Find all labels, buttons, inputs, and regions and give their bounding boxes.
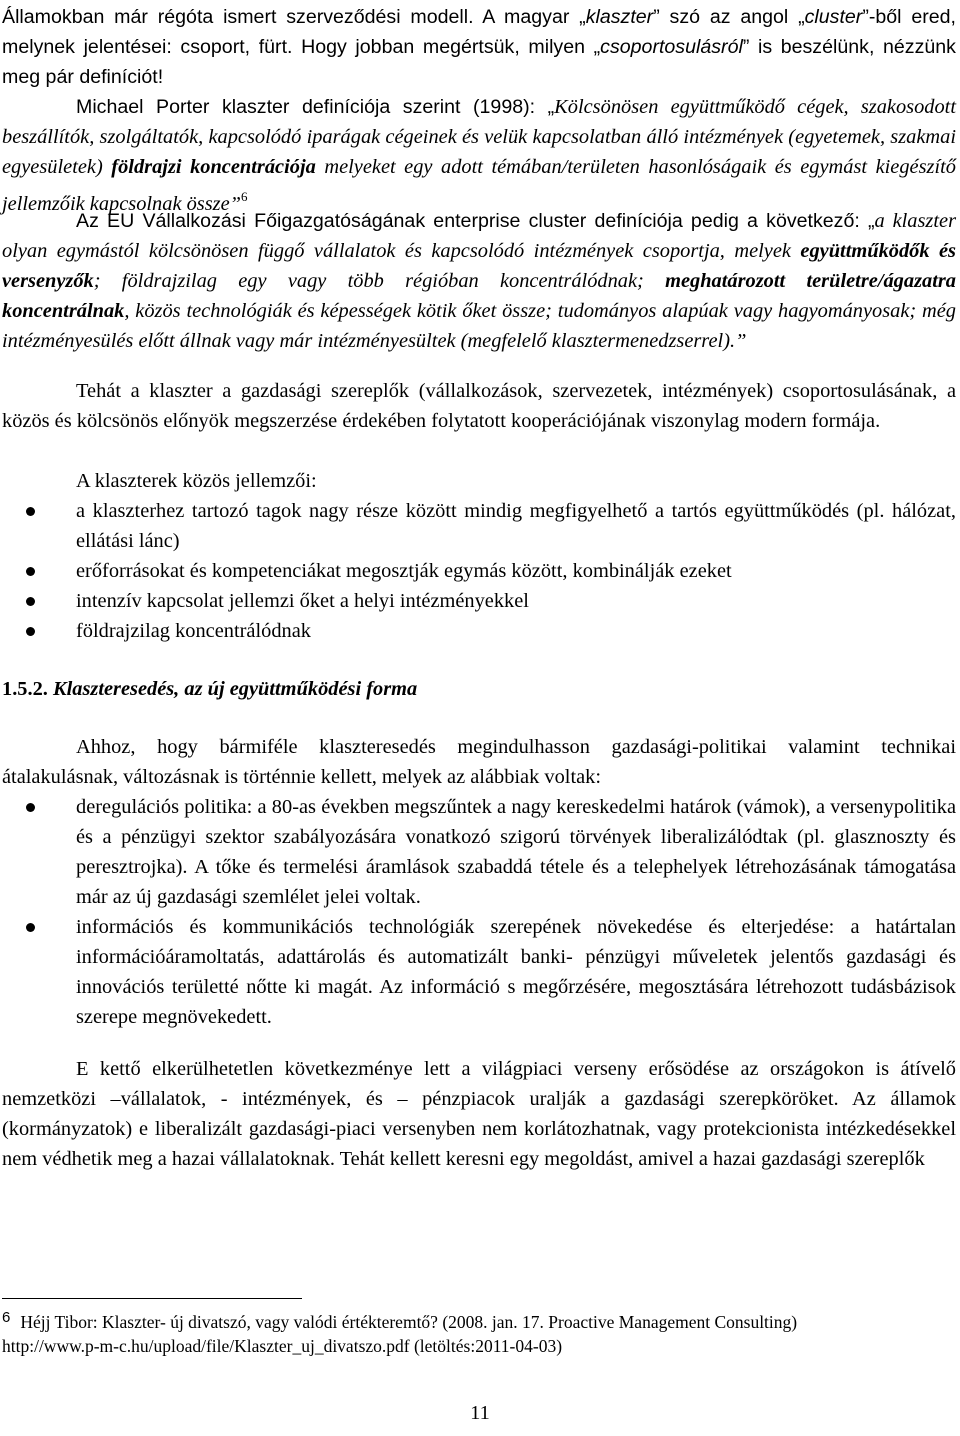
section-heading bbox=[2, 674, 956, 704]
eu-definition-paragraph bbox=[2, 206, 956, 356]
text-run: ”-ből ered, melynek jelentései: csoport, fürt. Hogy jobban megértsük, milyen „ bbox=[2, 6, 956, 58]
italic-term: csoportosulásról bbox=[600, 36, 743, 58]
bold-italic-term: együttműködők és versenyzők bbox=[2, 240, 956, 292]
consequence-paragraph: E kettő elkerülhetetlen következménye lett a világpiaci verseny erősödése az országokon is átívelő nemzetközi –vállalatok, - intézmények, és – pénzpiacok uralják a gazdasági szerepköröket. Az államok (kormányzatok) e liberalizált gazdasági-piaci versenyben nem korlátozhatnak, vagy protekcionista intézkedésekkel nem védhetik meg a hazai vállalatoknak. Tehát kellett keresni egy megoldást, amivel a hazai gazdasági szereplők bbox=[2, 1058, 956, 1170]
text-run: Az EU Vállalkozási Főigazgatóságának enterprise cluster definíciója pedig a következő: „ bbox=[76, 210, 875, 232]
section-number: 1.5.2. bbox=[2, 678, 53, 700]
bold-italic-term: földrajzi koncentrációja bbox=[111, 156, 316, 178]
list-item bbox=[2, 616, 956, 646]
italic-quote: , közös technológiák és képességek kötik őket össze; tudományos alapúak vagy hagyományosak; még intézményesülés előtt állnak vagy már intézményesültek (megfelelő klasztermenedzserrel). bbox=[2, 300, 956, 352]
text-run: Michael Porter klaszter definíciója szerint (1998): „ bbox=[76, 96, 555, 118]
features-list bbox=[2, 496, 956, 646]
footnote-citation: Héjj Tibor: Klaszter- új divatszó, vagy valódi értékteremtő? (2008. jan. 17. Proactive Management Consulting) bbox=[20, 1312, 798, 1332]
quote-mark: ” bbox=[229, 193, 241, 215]
list-item bbox=[2, 586, 956, 616]
list-item bbox=[2, 556, 956, 586]
summary-paragraph: Tehát a klaszter a gazdasági szereplők (vállalkozások, szervezetek, intézmények) csoportosulásának, a közös és kölcsönös előnyök megszerzése érdekében folytatott kooperációjának viszonylag modern formája. bbox=[2, 380, 956, 432]
italic-term: cluster bbox=[804, 6, 863, 28]
porter-definition-paragraph bbox=[2, 92, 956, 219]
conditions-list bbox=[2, 792, 956, 1032]
footnote-reference[interactable]: 6 bbox=[241, 189, 248, 204]
italic-quote: Kölcsönösen együttműködő cégek, szakosodott beszállítók, szolgáltatók, kapcsolódó iparágak cégeinek és velük kapcsolatban álló intézmények (egyetemek, szakmai egyesületek) bbox=[2, 96, 957, 178]
italic-quote: melyeket egy adott témában/területen hasonlóságaik és egymást kiegészítő jellemzőik kapcsolnak össze bbox=[2, 156, 956, 215]
page-number: 11 bbox=[470, 1402, 490, 1424]
footnote-divider bbox=[2, 1298, 302, 1299]
italic-term: klaszter bbox=[585, 6, 654, 28]
footnote bbox=[2, 1306, 956, 1358]
italic-quote: ; földrajzilag egy vagy több régióban koncentrálódnak; bbox=[93, 270, 666, 292]
bullet-icon bbox=[26, 567, 35, 576]
bullet-icon bbox=[26, 803, 35, 812]
footnote-number: 6 bbox=[2, 1309, 11, 1326]
list-item-text: földrajzilag koncentrálódnak bbox=[76, 620, 311, 642]
list-item-text: erőforrásokat és kompetenciákat megosztják egymás között, kombinálják ezeket bbox=[76, 560, 732, 582]
text-run: Államokban már régóta ismert szerveződési modell. A magyar „ bbox=[2, 6, 586, 28]
footnote-link[interactable]: http://www.p-m-c.hu/upload/file/Klaszter_uj_divatszo.pdf (letöltés:2011-04-03) bbox=[2, 1336, 563, 1356]
text-run: ” is beszélünk, nézzünk meg pár definíciót! bbox=[2, 36, 956, 88]
bullet-icon bbox=[26, 923, 35, 932]
quote-mark: ” bbox=[735, 330, 747, 352]
bullet-icon bbox=[26, 507, 35, 516]
list-item-text: intenzív kapcsolat jellemzi őket a helyi intézményekkel bbox=[76, 590, 529, 612]
features-intro: A klaszterek közös jellemzői: bbox=[76, 470, 317, 492]
bullet-icon bbox=[26, 627, 35, 636]
background-paragraph: Ahhoz, hogy bármiféle klaszteresedés megindulhasson gazdasági-politikai valamint technikai átalakulásnak, változásnak is történnie kellett, melyek az alábbiak voltak: bbox=[2, 736, 956, 788]
text-run: ” szó az angol „ bbox=[653, 6, 805, 28]
list-item-text: deregulációs politika: a 80-as években megszűntek a nagy kereskedelmi határok (vámok), a versenypolitika és a pénzügyi szektor szabályozására vonatkozó szigorú törvények liberalizálódtak (pl. glasznoszty és peresztrojka). A tőke és termelési áramlások szabaddá tétele és a telephelyek létrehozásának támogatása már az új gazdasági szemlélet jelei voltak. bbox=[76, 796, 956, 908]
list-item-text: a klaszterhez tartozó tagok nagy része között mindig megfigyelhető a tartós együttműködés (pl. hálózat, ellátási lánc) bbox=[76, 500, 956, 552]
list-item-text: információs és kommunikációs technológiák szerepének növekedése és elterjedése: a határtalan információáramoltatás, adattárolás és automatizált banki- pénzügyi műveletek jelentős gazdasági és innovációs területté nőtte ki magát. Az információ s megőrzésére, megosztására létrehozott tudásbázisok szerepe megnövekedett. bbox=[76, 916, 956, 1028]
list-item bbox=[2, 496, 956, 556]
bullet-icon bbox=[26, 597, 35, 606]
section-title: Klaszteresedés, az új együttműködési forma bbox=[52, 678, 418, 700]
list-item bbox=[2, 912, 956, 1032]
bold-italic-term: meghatározott területre/ágazatra koncentrálnak bbox=[2, 270, 956, 322]
italic-quote: a klaszter olyan egymástól kölcsönösen függő vállalatok és kapcsolódó intézmények csoportja, melyek bbox=[2, 210, 956, 262]
list-item bbox=[2, 792, 956, 912]
intro-paragraph bbox=[2, 2, 956, 92]
